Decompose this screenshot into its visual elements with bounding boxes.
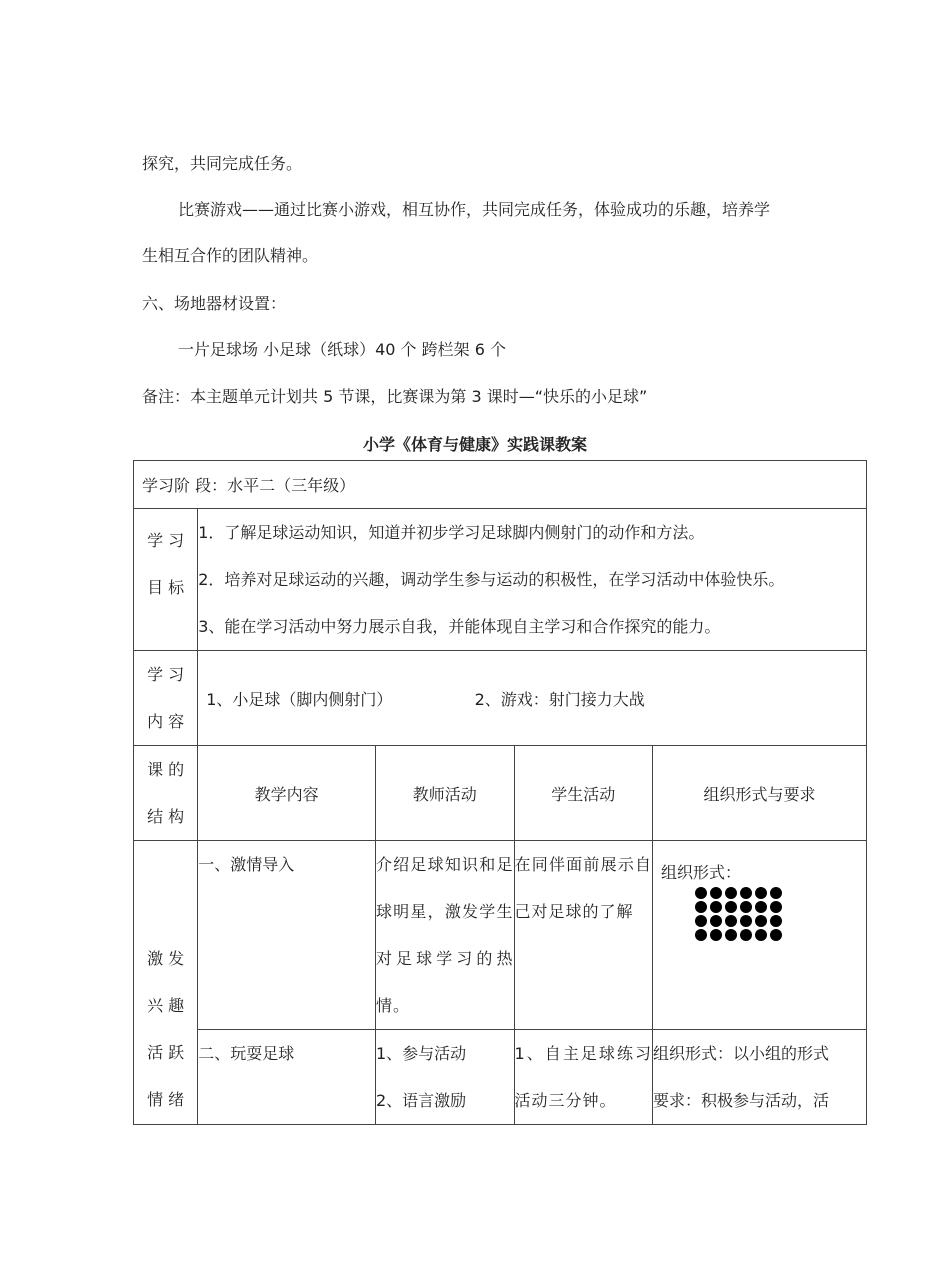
student-dot [740, 915, 752, 927]
header-teacher-activity: 教师活动 [375, 746, 514, 841]
student-dot [755, 887, 767, 899]
student-dot [725, 901, 737, 913]
row1-org-label: 组织形式： [661, 863, 742, 882]
intro-line-3: 生相互合作的团队精神。 [142, 246, 319, 265]
phase-label [134, 841, 198, 1125]
goals-label-line-2: 目 标 [147, 578, 185, 597]
student-dot [710, 929, 722, 941]
lesson-plan-title: 小学《体育与健康》实践课教案 [362, 435, 587, 454]
student-dot [740, 901, 752, 913]
goals-row [134, 509, 867, 651]
student-dot [695, 929, 707, 941]
student-dot [695, 887, 707, 899]
student-dot [710, 887, 722, 899]
formation-diagram [695, 887, 858, 943]
student-dot [755, 915, 767, 927]
student-dot [770, 887, 782, 899]
goals-cell [198, 509, 867, 651]
student-dot [725, 887, 737, 899]
row2-content: 二、玩耍足球 [198, 1030, 376, 1125]
intro-line-1: 探究，共同完成任务。 [142, 154, 303, 173]
phase-label-line: 兴 趣 [147, 996, 185, 1015]
structure-label [134, 746, 198, 841]
student-dot [710, 915, 722, 927]
goal-item: 1．了解足球运动知识，知道并初步学习足球脚内侧射门的动作和方法。 [198, 523, 705, 542]
stage-cell: 学习阶 段：水平二（三年级） [134, 461, 867, 509]
venue-heading: 六、场地器材设置： [142, 294, 287, 313]
student-dot [770, 901, 782, 913]
row2-teacher-line: 2、语言激励 [375, 1091, 467, 1110]
student-dot [755, 901, 767, 913]
student-dot [695, 901, 707, 913]
table-row [134, 841, 867, 1030]
row2-student: 1、自主足球练习活动三分钟。 [514, 1030, 653, 1125]
student-dot [695, 915, 707, 927]
row1-teacher: 介绍足球知识和足球明星，激发学生对足球学习的热情。 [375, 841, 514, 1030]
phase-label-line: 激 发 [147, 949, 185, 968]
row1-student: 在同伴面前展示自己对足球的了解 [514, 841, 653, 1030]
lesson-plan-table [133, 460, 867, 1125]
structure-label-line-2: 结 构 [147, 807, 185, 826]
table-row [134, 1030, 867, 1125]
note-line: 备注：本主题单元计划共 5 节课，比赛课为第 3 课时—“快乐的小足球” [142, 387, 648, 406]
content-label [134, 651, 198, 746]
row2-org-line: 要求：积极参与活动，活 [653, 1091, 830, 1110]
stage-row [134, 461, 867, 509]
goals-label [134, 509, 198, 651]
goal-item: 3、能在学习活动中努力展示自我，并能体现自主学习和合作探究的能力。 [198, 617, 721, 636]
student-dot [740, 929, 752, 941]
student-dot [770, 929, 782, 941]
content-label-line-1: 学 习 [147, 665, 185, 684]
equipment-line: 一片足球场 小足球（纸球）40 个 跨栏架 6 个 [178, 340, 506, 359]
phase-label-line: 情 绪 [147, 1090, 185, 1109]
header-student-activity: 学生活动 [514, 746, 653, 841]
phase-label-line: 活 跃 [147, 1043, 185, 1062]
row1-organization [653, 841, 867, 1030]
goals-label-line-1: 学 习 [147, 531, 185, 550]
row2-teacher [375, 1030, 514, 1125]
content-cell [198, 651, 867, 746]
row2-teacher-line: 1、参与活动 [375, 1044, 467, 1063]
row2-organization [653, 1030, 867, 1125]
student-dot [725, 929, 737, 941]
student-dot [770, 915, 782, 927]
intro-line-2: 比赛游戏——通过比赛小游戏，相互协作，共同完成任务，体验成功的乐趣，培养学 [178, 200, 771, 219]
goal-item: 2．培养对足球运动的兴趣，调动学生参与运动的积极性，在学习活动中体验快乐。 [198, 570, 785, 589]
student-dot [740, 887, 752, 899]
row1-content: 一、激情导入 [198, 841, 376, 1030]
header-organization: 组织形式与要求 [653, 746, 867, 841]
row2-org-line: 组织形式：以小组的形式 [653, 1044, 830, 1063]
content-label-line-2: 内 容 [147, 712, 185, 731]
structure-label-line-1: 课 的 [147, 760, 185, 779]
content-item-2: 2、游戏：射门接力大战 [474, 689, 645, 709]
student-dot [725, 915, 737, 927]
structure-header-row [134, 746, 867, 841]
header-teaching-content: 教学内容 [198, 746, 376, 841]
content-item-1: 1、小足球（脚内侧射门） [206, 689, 393, 709]
student-dot [710, 901, 722, 913]
student-dot [755, 929, 767, 941]
content-row [134, 651, 867, 746]
